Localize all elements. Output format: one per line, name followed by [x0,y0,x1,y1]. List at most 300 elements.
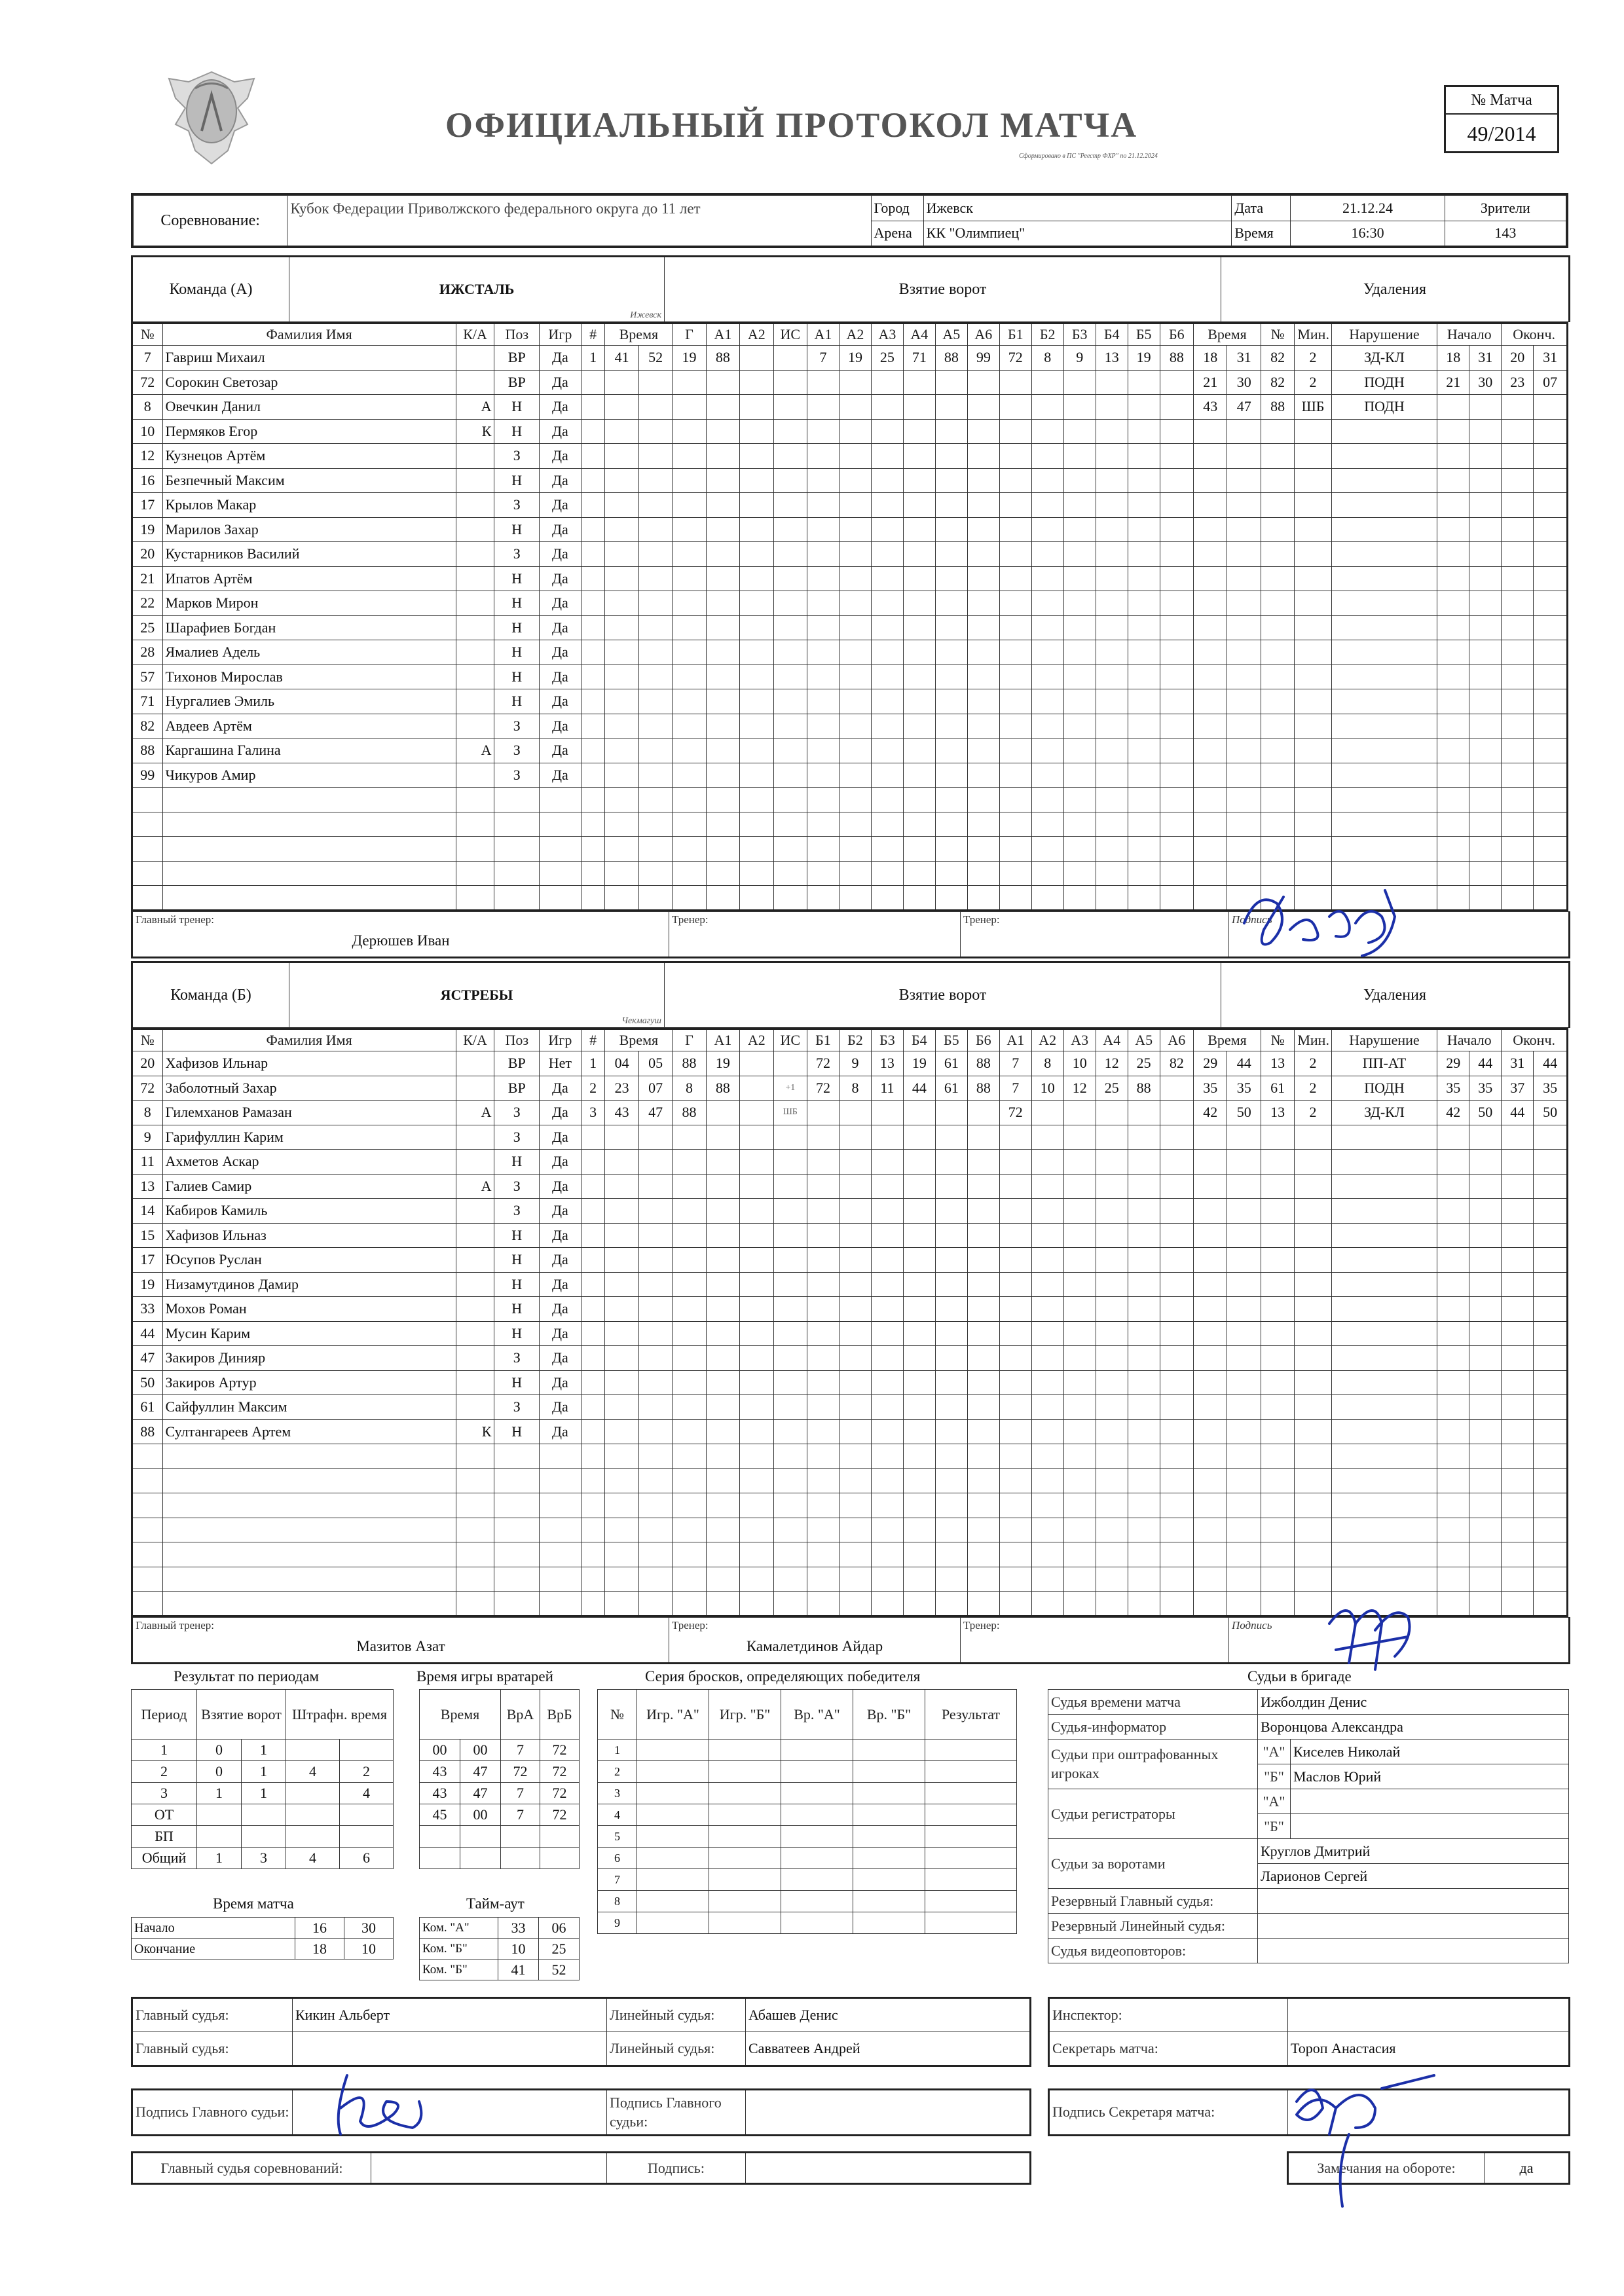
oncourt-player [839,714,871,738]
player-played [540,812,581,837]
oncourt-player [903,1174,935,1199]
oncourt-player [935,714,967,738]
pen-player [1261,1174,1294,1199]
period-pen-a: 4 [286,1848,340,1869]
col-header: Мин. [1295,1029,1331,1051]
oncourt-player: 44 [903,1076,935,1101]
goalie-b: 72 [540,1761,580,1783]
oncourt-player [1063,1272,1096,1297]
goal-situation [773,1493,807,1518]
pen-violation [1331,1321,1437,1346]
goal-assist-2 [740,1223,773,1248]
pen-end-min [1502,566,1534,591]
pen-second [1227,615,1261,640]
pen-minute [1194,566,1227,591]
periods-table [131,1689,394,1869]
col-header: Б3 [871,1029,903,1051]
goal-assist-1 [706,1444,739,1469]
oncourt-player [1160,1346,1193,1371]
player-played [540,1444,581,1469]
penbox-b-tag: "Б" [1258,1764,1291,1789]
oncourt-player [871,1125,903,1150]
oncourt-player [1128,665,1160,689]
oncourt-player: 13 [871,1051,903,1076]
goalie-second [460,1848,501,1869]
pen-end-sec [1534,542,1568,567]
goal-assist-1: 19 [706,1051,739,1076]
shootout-cell [709,1869,781,1891]
shootout-header: № [598,1690,637,1740]
player-number: 50 [132,1370,163,1395]
goal-second [638,566,672,591]
pen-second [1227,665,1261,689]
oncourt-player [967,566,999,591]
player-position: З [494,1101,540,1125]
pen-second [1227,566,1261,591]
pen-start-min [1437,837,1469,862]
goal-minute [605,1370,638,1395]
oncourt-player [999,788,1031,812]
oncourt-player [999,861,1031,886]
period-goals-a [197,1826,242,1848]
oncourt-player [807,1223,839,1248]
officials-title: Судьи в бригаде [1247,1668,1352,1685]
oncourt-player [1096,1346,1128,1371]
col-header: А1 [706,1029,739,1051]
goal-second [638,1468,672,1493]
goal-assist-2 [740,837,773,862]
goal-assist-2 [740,615,773,640]
goal-situation [773,1419,807,1444]
pen-end-min [1502,591,1534,616]
pen-violation [1331,689,1437,714]
pen-minute [1194,788,1227,812]
oncourt-player [1160,1395,1193,1420]
pen-end-min: 23 [1502,370,1534,395]
player-played: Да [540,444,581,469]
player-played [540,788,581,812]
shootout-cell [781,1783,853,1804]
goal-scorer [673,1518,706,1542]
goal-assist-1 [706,886,739,911]
shootout-cell [709,1740,781,1761]
oncourt-player [1063,1297,1096,1322]
oncourt-player [1096,714,1128,738]
player-role [456,1468,494,1493]
oncourt-player [935,591,967,616]
pen-minutes [1295,1248,1331,1273]
player-number [132,886,163,911]
player-number: 22 [132,591,163,616]
player-position: Н [494,615,540,640]
oncourt-player [999,1321,1031,1346]
player-role: К [456,419,494,444]
oncourt-player [1063,542,1096,567]
oncourt-player [871,665,903,689]
secretary-value: Тороп Анастасия [1288,2032,1570,2066]
oncourt-player [1031,1567,1063,1592]
oncourt-player [807,689,839,714]
player-number: 19 [132,1272,163,1297]
pen-player [1261,1468,1294,1493]
goalie-a [501,1848,540,1869]
col-header: Оконч. [1502,323,1568,346]
oncourt-player [1128,1321,1160,1346]
oncourt-player [999,1444,1031,1469]
pen-minute [1194,591,1227,616]
goal-number [581,1542,605,1567]
player-role [456,566,494,591]
player-name: Мусин Карим [162,1321,456,1346]
recorders-label: Судьи регистраторы [1048,1789,1258,1839]
goal-situation [773,346,807,371]
player-played [540,1493,581,1518]
oncourt-player [935,517,967,542]
shootout-cell [853,1848,925,1869]
goal-second [638,886,672,911]
player-number: 25 [132,615,163,640]
goal-minute: 04 [605,1051,638,1076]
goal-scorer: 8 [673,1076,706,1101]
player-position [494,886,540,911]
goalie-b: 72 [540,1804,580,1826]
player-name: Ипатов Артём [162,566,456,591]
goal-situation [773,1125,807,1150]
goalie-second [460,1826,501,1848]
pen-second [1227,1370,1261,1395]
goalie-time-header: Время [420,1690,501,1740]
pen-end-min [1502,689,1534,714]
shootout-row [598,1761,1017,1783]
goal-situation [773,419,807,444]
oncourt-player [1160,665,1193,689]
pen-minute [1194,861,1227,886]
pen-end-min: 31 [1502,1051,1534,1076]
goal-second [638,837,672,862]
pen-second: 31 [1227,346,1261,371]
main-referee-label-2: Главный судья: [132,2032,293,2066]
pen-end-min [1502,542,1534,567]
goal-number [581,837,605,862]
oncourt-player [1128,788,1160,812]
oncourt-player [967,886,999,911]
timeout-row [420,1918,580,1939]
goal-minute: 43 [605,1101,638,1125]
pen-minute [1194,1272,1227,1297]
pen-minutes [1295,689,1331,714]
oncourt-player [1096,886,1128,911]
player-played: Да [540,542,581,567]
pen-violation [1331,1444,1437,1469]
player-name [162,1468,456,1493]
pen-start-sec [1469,419,1502,444]
oncourt-player [1031,837,1063,862]
goal-assist-1 [706,763,739,788]
pen-start-sec [1469,1518,1502,1542]
pen-minute [1194,763,1227,788]
pen-start-min [1437,395,1469,420]
team_a-header-band [131,255,1570,322]
pen-player [1261,714,1294,738]
oncourt-player [1160,1468,1193,1493]
player-role: А [456,395,494,420]
oncourt-player [999,1395,1031,1420]
pen-start-sec [1469,1395,1502,1420]
pen-end-sec [1534,1370,1568,1395]
head-coach-label: Главный тренер: [136,1618,215,1631]
pen-minutes [1295,1297,1331,1322]
oncourt-player [1031,861,1063,886]
oncourt-player [999,1272,1031,1297]
pen-violation [1331,444,1437,469]
shootout-cell [709,1804,781,1826]
spectators-label: Зрители [1445,196,1566,221]
oncourt-player [839,1370,871,1395]
player-played: Да [540,1199,581,1224]
oncourt-player [839,468,871,493]
goal-minute [605,1518,638,1542]
pen-end-sec [1534,1174,1568,1199]
oncourt-player [807,1370,839,1395]
pen-player [1261,1370,1294,1395]
oncourt-player [1160,468,1193,493]
table-row [132,566,1568,591]
oncourt-player [1096,861,1128,886]
pen-violation [1331,1174,1437,1199]
goal-number [581,1321,605,1346]
oncourt-player [1128,615,1160,640]
oncourt-player [1096,1567,1128,1592]
pen-start-min [1437,738,1469,763]
player-played [540,1542,581,1567]
goalie-row [420,1740,580,1761]
oncourt-player [1063,615,1096,640]
goal-second [638,1370,672,1395]
goal-assist-2 [740,1150,773,1175]
pen-second [1227,1419,1261,1444]
oncourt-player [967,1125,999,1150]
match-number: 49/2014 [1467,122,1536,145]
player-position: Н [494,665,540,689]
informer-value: Воронцова Александра [1258,1715,1569,1740]
oncourt-player [967,591,999,616]
oncourt-player [1063,1518,1096,1542]
col-header: Время [1194,1029,1261,1051]
goal-scorer [673,1395,706,1420]
oncourt-player [903,812,935,837]
oncourt-player [935,640,967,665]
player-played: Да [540,493,581,518]
goalie-minute: 45 [420,1804,460,1826]
oncourt-player [967,837,999,862]
pen-second [1227,714,1261,738]
pen-minute [1194,517,1227,542]
table-row [132,640,1568,665]
pen-second: 50 [1227,1101,1261,1125]
goal-number [581,1150,605,1175]
pen-start-min [1437,1444,1469,1469]
oncourt-player [839,1248,871,1273]
pen-second [1227,1444,1261,1469]
oncourt-player [1063,1419,1096,1444]
oncourt-player: 99 [967,346,999,371]
pen-end-sec [1534,1493,1568,1518]
sign-main-field-2 [746,2090,1031,2136]
goal-assist-1 [706,1321,739,1346]
pen-violation [1331,1395,1437,1420]
oncourt-player [1063,419,1096,444]
col-header: № [1261,323,1294,346]
goal-situation [773,370,807,395]
goal-scorer [673,1174,706,1199]
goal-assist-1 [706,1199,739,1224]
goal-number: 1 [581,1051,605,1076]
pen-minutes [1295,542,1331,567]
period-row [132,1740,394,1761]
player-role [456,861,494,886]
pen-end-min [1502,1199,1534,1224]
shootout-number: 3 [598,1783,637,1804]
pen-end-sec [1534,1223,1568,1248]
pen-end-min: 44 [1502,1101,1534,1125]
pen-violation [1331,566,1437,591]
oncourt-player [967,395,999,420]
trainer-1 [669,911,961,957]
oncourt-player [903,1370,935,1395]
team-label: Команда (Б) [132,962,289,1028]
player-position: Н [494,1150,540,1175]
oncourt-player [903,861,935,886]
oncourt-player [1063,517,1096,542]
player-role [456,1051,494,1076]
pen-end-sec: 35 [1534,1076,1568,1101]
col-header: А3 [1063,1029,1096,1051]
player-number: 15 [132,1223,163,1248]
oncourt-player [999,763,1031,788]
pen-end-sec [1534,1419,1568,1444]
player-position: Н [494,419,540,444]
oncourt-player [871,370,903,395]
col-header: Время [605,323,673,346]
pen-start-sec [1469,861,1502,886]
player-name [162,1518,456,1542]
coach-signature-field-label: Подпись [1232,1618,1272,1631]
goal-second: 52 [638,346,672,371]
player-number: 33 [132,1297,163,1322]
shootout-row [598,1848,1017,1869]
oncourt-player [1096,1272,1128,1297]
head-coach-value: Мазитов Азат [356,1637,445,1654]
goal-scorer [673,1419,706,1444]
goal-scorer [673,886,706,911]
oncourt-player [871,1272,903,1297]
pen-start-sec [1469,566,1502,591]
period-goals-a [197,1804,242,1826]
oncourt-player [1160,1592,1193,1616]
goal-number [581,566,605,591]
oncourt-player [1031,1174,1063,1199]
oncourt-player [967,689,999,714]
pen-minutes [1295,1174,1331,1199]
oncourt-player [935,738,967,763]
oncourt-player [1031,1592,1063,1616]
oncourt-player [871,714,903,738]
oncourt-player [999,837,1031,862]
table-row [132,395,1568,420]
table-row [132,1101,1568,1125]
oncourt-player [871,1468,903,1493]
goalie-b: 72 [540,1783,580,1804]
reserve-main-value [1258,1889,1569,1914]
pen-minute [1194,1468,1227,1493]
oncourt-player [903,1444,935,1469]
goal-number [581,1592,605,1616]
table-row [132,1272,1568,1297]
goal-minute [605,1346,638,1371]
oncourt-player [871,1493,903,1518]
pen-player [1261,1125,1294,1150]
oncourt-player [1063,1199,1096,1224]
col-header: А2 [1031,1029,1063,1051]
player-role: А [456,1174,494,1199]
goal-situation [773,566,807,591]
pen-start-min [1437,1199,1469,1224]
goal-number [581,1248,605,1273]
pen-violation [1331,1542,1437,1567]
oncourt-player [807,640,839,665]
player-name: Закиров Артур [162,1370,456,1395]
pen-player [1261,788,1294,812]
shootout-number: 2 [598,1761,637,1783]
goal-second [638,370,672,395]
pen-end-sec [1534,1199,1568,1224]
oncourt-player [903,738,935,763]
pen-second [1227,1468,1261,1493]
period-row [132,1783,394,1804]
player-role: К [456,1419,494,1444]
player-role [456,1297,494,1322]
goal-assist-2 [740,861,773,886]
goal-number [581,1174,605,1199]
pen-player [1261,566,1294,591]
oncourt-player [839,1419,871,1444]
pen-end-min [1502,1272,1534,1297]
player-played: Да [540,1346,581,1371]
oncourt-player [1128,419,1160,444]
pen-minute [1194,1370,1227,1395]
player-role [456,346,494,371]
goal-assist-1 [706,788,739,812]
federation-emblem [149,59,274,170]
oncourt-player [871,738,903,763]
goals-header: Взятие ворот [197,1690,286,1740]
oncourt-player [967,444,999,469]
goal-second [638,419,672,444]
pen-start-sec [1469,1199,1502,1224]
player-number [132,1468,163,1493]
oncourt-player [903,1101,935,1125]
oncourt-player [1128,689,1160,714]
timeout-team: Ком. "Б" [420,1959,498,1980]
pen-end-sec [1534,419,1568,444]
pen-end-min [1502,665,1534,689]
goal-situation [773,395,807,420]
pen-violation [1331,1199,1437,1224]
oncourt-player [935,1321,967,1346]
pen-minutes [1295,444,1331,469]
pen-start-min [1437,1321,1469,1346]
shootout-header: Игр. "А" [637,1690,709,1740]
